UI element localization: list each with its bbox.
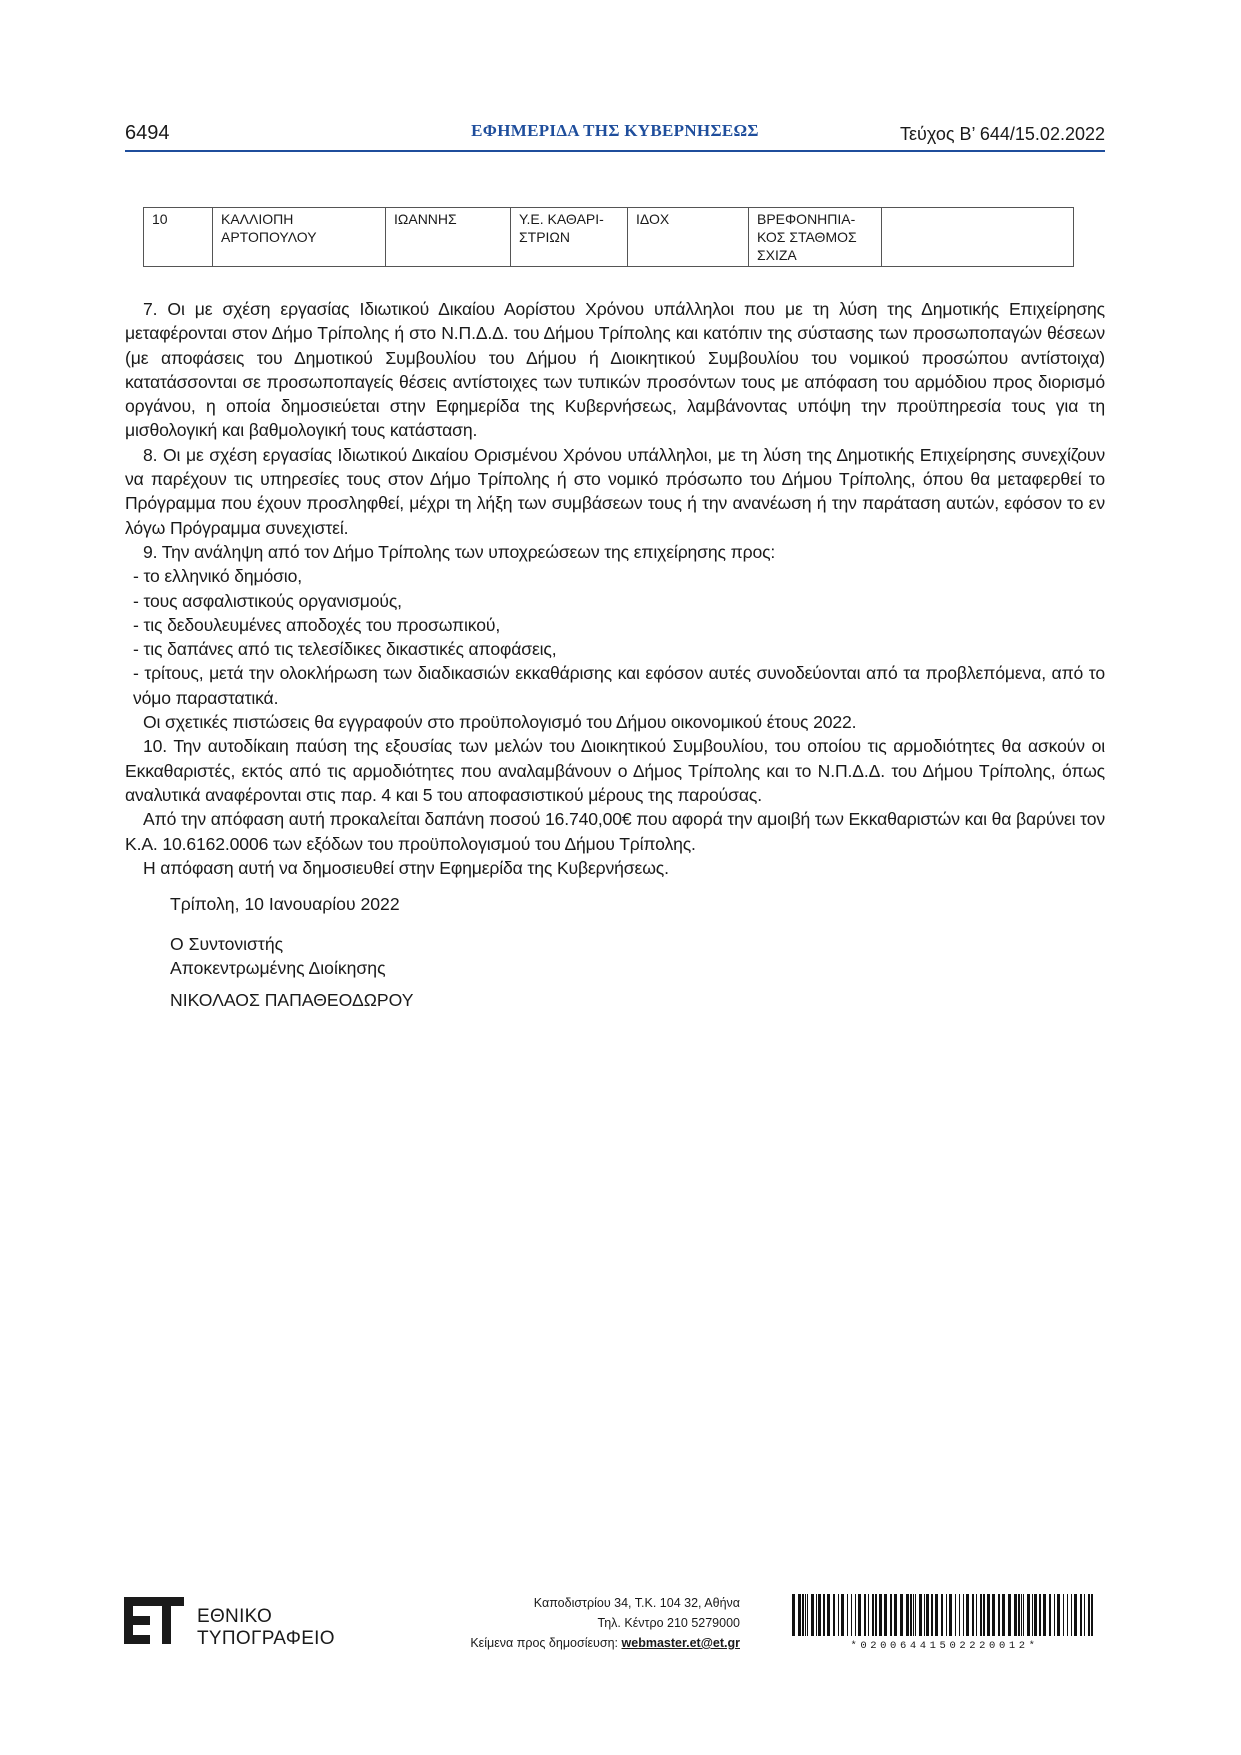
- publisher-name-line1: ΕΘΝΙΚΟ: [197, 1606, 273, 1627]
- decision-body: [125, 297, 1105, 880]
- table-row: [144, 208, 1074, 267]
- paragraph-7: 7. Οι με σχέση εργασίας Ιδιωτικού Δικαίου Αορίστου Χρόνου υπάλληλοι που με τη λύση της Δημοτικής Επιχείρησης μεταφέρονται στον Δήμο Τρίπολης ή στο Ν.Π.Δ.Δ. του Δήμου Τρίπολης και κατόπιν της σύστασης των προσωποπαγών θέσεων (με αποφάσεις του Δημοτικού Συμβουλίου του Δήμου ή Διοικητικού Συμβουλίου του νομικού προσώπου αντίστοιχα) κατατάσσονται σε προσωποπαγείς θέσεις αντίστοιχες των τυπικών προσόντων τους με απόφαση του αρμόδιου προς διορισμό οργάνου, η οποία δημοσιεύεται στην Εφημερίδα της Κυβερνήσεως, λαμβάνοντας υπόψη την προϋπηρεσία τους για τη μισθολογική και βαθμολογική τους κατάσταση.: [125, 299, 1105, 441]
- list-item: - τρίτους, μετά την ολοκλήρωση των διαδικασιών εκκαθάρισης και εφόσον αυτές συνοδεύονται από τα προβλεπόμενα, από το νόμο παραστατικά.: [133, 663, 1105, 708]
- et-logo-icon: [124, 1597, 184, 1644]
- page-number: 6494: [125, 122, 170, 144]
- publisher-name: [197, 1606, 335, 1650]
- signatory-role-line2: Αποκεντρωμένης Διοίκησης: [170, 958, 386, 978]
- table-cell: ΚΑΛΛΙΟΠΗ ΑΡΤΟΠΟΥΛΟΥ: [213, 208, 386, 267]
- expense-statement: Από την απόφαση αυτή προκαλείται δαπάνη ποσού 16.740,00€ που αφορά την αμοιβή των Εκκαθαριστών και θα βαρύνει τον Κ.Α. 10.6162.0006 των εξόδων του προϋπολογισμού του Δήμου Τρίπολης.: [125, 809, 1105, 854]
- barcode-number: *02006441502220012*: [850, 1640, 1039, 1652]
- publication-order: Η απόφαση αυτή να δημοσιευθεί στην Εφημερίδα της Κυβερνήσεως.: [143, 857, 669, 878]
- staff-table: [143, 207, 1074, 267]
- table-cell: 10: [144, 208, 213, 267]
- issue-info: Τεύχος B’ 644/15.02.2022: [900, 124, 1105, 144]
- page-header: [125, 118, 1105, 154]
- contact-info: [380, 1593, 740, 1653]
- publisher-name-line2: ΤΥΠΟΓΡΑΦΕΙΟ: [197, 1628, 335, 1649]
- list-item: - τις δαπάνες από τις τελεσίδικες δικαστικές αποφάσεις,: [133, 639, 557, 660]
- table-cell: ΒΡΕΦΟΝΗΠΙΑ-ΚΟΣ ΣΤΑΘΜΟΣ ΣΧΙΖΑ: [749, 208, 882, 267]
- signatory-name: ΝΙΚΟΛΑΟΣ ΠΑΠΑΘΕΟΔΩΡΟΥ: [170, 990, 414, 1010]
- paragraph-9: 9. Την ανάληψη από τον Δήμο Τρίπολης των υποχρεώσεων της επιχείρησης προς:: [143, 541, 776, 562]
- email-link[interactable]: webmaster.et@et.gr: [621, 1636, 740, 1650]
- header-divider: [125, 150, 1105, 152]
- phone: Τηλ. Κέντρο 210 5279000: [597, 1616, 740, 1630]
- table-cell: ΙΩΑΝΝΗΣ: [386, 208, 511, 267]
- table-cell: ΙΔΟΧ: [628, 208, 749, 267]
- list-item: - το ελληνικό δημόσιο,: [133, 566, 302, 587]
- paragraph-8: 8. Οι με σχέση εργασίας Ιδιωτικού Δικαίου Ορισμένου Χρόνου υπάλληλοι, με τη λύση της Δημοτικής Επιχείρησης συνεχίζουν να παρέχουν τις υπηρεσίες τους στον Δήμο Τρίπολης ή στο νομικό πρόσωπο του Δήμου Τρίπολης, όπου θα μεταφερθεί το Πρόγραμμα που έχουν προσληφθεί, μέχρι τη λήξη των συμβάσεων τους ή την ανανέωση ή την παράταση αυτών, εφόσον το εν λόγω Πρόγραμμα συνεχιστεί.: [125, 444, 1105, 538]
- credits-note: Οι σχετικές πιστώσεις θα εγγραφούν στο προϋπολογισμό του Δήμου οικονομικού έτους 2022.: [143, 712, 857, 733]
- paragraph-10: 10. Την αυτοδίκαιη παύση της εξουσίας των μελών του Διοικητικού Συμβουλίου, του οποίου τις αρμοδιότητες θα ασκούν οι Εκκαθαριστές, εκτός από τις αρμοδιότητες που αναλαμβάνουν ο Δήμος Τρίπολης και το Ν.Π.Δ.Δ. του Δήμου Τρίπολης, όπως αναλυτικά αναφέρονται στις παρ. 4 και 5 του αποφασιστικού μέρους της παρούσας.: [125, 736, 1105, 805]
- submission-line: [380, 1633, 740, 1653]
- place-date: Τρίπολη, 10 Ιανουαρίου 2022: [170, 894, 400, 914]
- barcode-icon: [792, 1594, 1097, 1636]
- list-item: - τους ασφαλιστικούς οργανισμούς,: [133, 590, 402, 611]
- gazette-title: ΕΦΗΜΕΡΙΔΑ ΤΗΣ ΚΥΒΕΡΝΗΣΕΩΣ: [471, 121, 759, 140]
- list-item: - τις δεδουλευμένες αποδοχές του προσωπικού,: [133, 614, 501, 635]
- address: Καποδιστρίου 34, Τ.Κ. 104 32, Αθήνα: [533, 1596, 740, 1610]
- submission-label: Κείμενα προς δημοσίευση:: [470, 1636, 619, 1650]
- table-cell: Υ.Ε. ΚΑΘΑΡΙ-ΣΤΡΙΩΝ: [511, 208, 628, 267]
- table-cell: [882, 208, 1074, 267]
- signatory-role-line1: Ο Συντονιστής: [170, 934, 284, 954]
